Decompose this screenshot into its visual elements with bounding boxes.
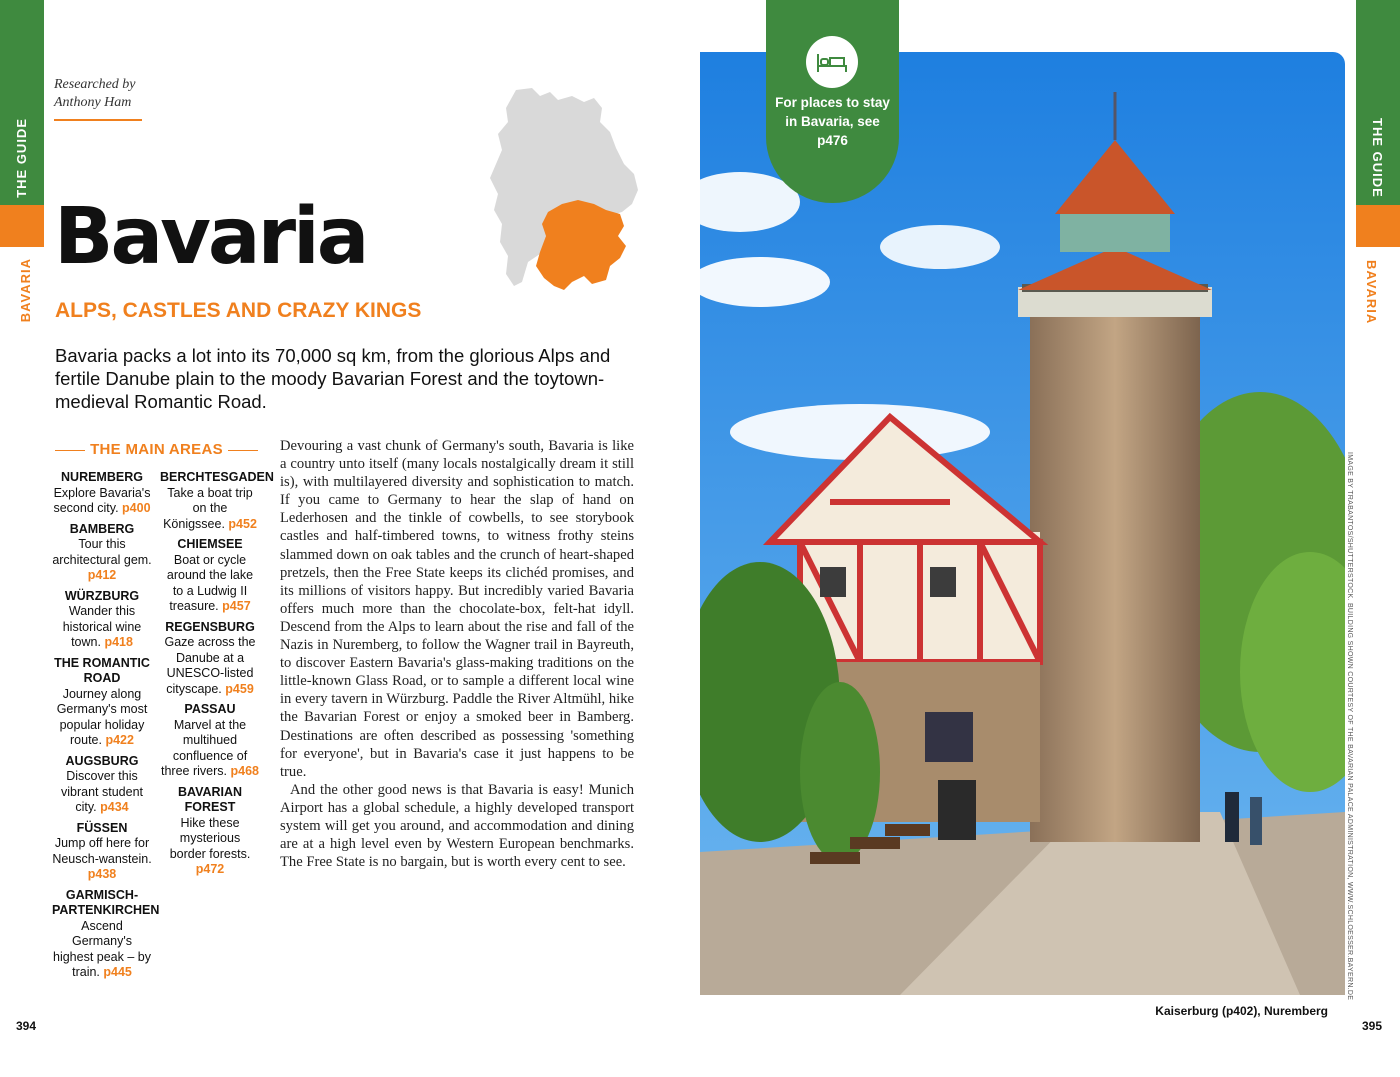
area-page-link[interactable]: p457: [222, 599, 251, 613]
area-desc: Journey along Germany's most popular holiday route.: [56, 686, 148, 747]
area-name: BAVARIAN FOREST: [177, 784, 243, 814]
area-desc: Ascend Germany's highest peak – by train.: [53, 918, 151, 979]
area-name: GARMISCH-PARTENKIRCHEN: [52, 887, 160, 917]
page-number-right: 395: [1362, 1019, 1383, 1033]
area-desc: Hike these mysterious border forests.: [169, 815, 251, 861]
area-page-link[interactable]: p468: [230, 764, 259, 778]
stay-callout-text: [766, 93, 899, 150]
area-page-link[interactable]: p452: [228, 516, 257, 531]
area-desc: Take a boat trip on the Königssee.: [163, 485, 253, 531]
photo-caption: Kaiserburg (p402), Nuremberg: [1155, 1004, 1328, 1018]
main-areas-column-2: [160, 470, 274, 883]
guide-tab-left: [0, 0, 44, 205]
area-nuremberg: [52, 470, 152, 517]
area-desc: Boat or cycle around the lake to a Ludwig II treasure.: [166, 552, 254, 613]
area-name: REGENSBURG: [165, 619, 255, 634]
heading-rule-right: [228, 450, 258, 451]
bavaria-shape: [536, 200, 626, 290]
area-page-link[interactable]: p445: [103, 965, 132, 979]
area-name: AUGSBURG: [65, 753, 139, 768]
kaiserburg-photo: [700, 52, 1345, 995]
main-areas-column-1: [52, 470, 160, 986]
area-bamberg: [52, 522, 152, 584]
region-tab-label-right: BAVARIA: [1364, 260, 1379, 325]
photo-credit: IMAGE BY TRABANTOS/SHUTTERSTOCK. BUILDING SHOWN COURTESY OF THE BAVARIAN PALACE ADMINISTRATION, WWW.SCHLOESSER.BAYERN.DE: [1346, 452, 1353, 1001]
area-bavarian-forest: [160, 785, 260, 878]
area-name: BAMBERG: [69, 521, 135, 536]
germany-locator-map: [488, 86, 638, 292]
area-page-link[interactable]: p400: [122, 501, 151, 515]
area-name: FÜSSEN: [76, 820, 128, 835]
author-name: Anthony Ham: [54, 95, 132, 110]
photo-illustration: [700, 52, 1345, 995]
region-tab-left-marker: [0, 205, 44, 247]
area-page-link[interactable]: p459: [225, 681, 254, 696]
area-page-link[interactable]: p438: [87, 867, 117, 881]
area-name: THE ROMANTIC ROAD: [54, 655, 150, 685]
researched-by: [54, 76, 136, 112]
area-desc: Marvel at the multihued confluence of three rivers.: [161, 717, 248, 778]
area-romantic-road: [52, 656, 152, 749]
guide-tab-label-right: THE GUIDE: [1370, 118, 1385, 198]
area-name: BERCHTESGADEN: [160, 470, 274, 484]
area-chiemsee: [160, 537, 260, 615]
area-desc: Wander this historical wine town.: [62, 604, 142, 649]
area-page-link[interactable]: p434: [100, 800, 129, 814]
area-page-link[interactable]: p412: [87, 568, 117, 582]
area-page-link[interactable]: p422: [105, 733, 134, 747]
area-name: WÜRZBURG: [64, 588, 140, 603]
researched-underline: [54, 119, 142, 121]
stay-callout[interactable]: [766, 0, 899, 203]
area-desc: Explore Bavaria's second city.: [53, 485, 151, 515]
body-paragraph-1: Devouring a vast chunk of Germany's south, Bavaria is like a country unto itself (many locals nostalgically dream it still is), with multilayered diversity and sophistication to match. If you came to Germany to hear the slap of hand on Lederhosen and the tinkle of cowbells, to see storybook castles and half-timbered towns, to witness frothy steins slammed down on oak tables and the crunch of heart-shaped pretzels, then the Free State keeps its clichéd promises, and its millions of visitors happy. But incredibly varied Bavaria offers much more than the chocolate-box, felt-hat idyll. Descend from the Alps to learn about the rise and fall of the Nazis in Nuremberg, to follow the Wagner trail in Bayreuth, to discover Eastern Bavaria's glass-making traditions on the little-known Glass Road, or to sample a different local wine in every tavern in Würzburg. Paddle the River Altmühl, hike the Bavarian Forest or enjoy a smoked beer in Bamberg. Destinations are often described as possessing 'something for everyone', but in Bavaria's case it just happens to be true.: [280, 438, 634, 780]
area-augsburg: [52, 754, 152, 816]
area-desc: Discover this vibrant student city.: [61, 769, 143, 814]
guide-tab-right: [1356, 0, 1400, 205]
body-text: [280, 437, 634, 871]
bed-icon: [806, 36, 858, 88]
area-wurzburg: [52, 589, 152, 651]
area-page-link[interactable]: p418: [104, 635, 133, 649]
area-regensburg: [160, 620, 260, 698]
area-fussen: [52, 821, 152, 883]
page-number-left: 394: [16, 1019, 37, 1033]
main-areas-heading: [55, 441, 258, 461]
intro-text: Bavaria packs a lot into its 70,000 sq km, from the glorious Alps and fertile Danube plain to the moody Bavarian Forest and the toytown-medieval Romantic Road.: [55, 345, 611, 412]
stay-line-2: in Bavaria, see: [785, 114, 880, 129]
stay-line-1: For places to stay: [775, 95, 890, 110]
stay-page-link[interactable]: p476: [817, 133, 848, 148]
region-tab-label-left: BAVARIA: [18, 258, 33, 323]
area-name: CHIEMSEE: [177, 537, 243, 551]
area-page-link[interactable]: p472: [195, 862, 225, 876]
area-name: NUREMBERG: [61, 470, 143, 484]
area-desc: Tour this architectural gem.: [52, 537, 152, 567]
body-paragraph-2: And the other good news is that Bavaria is easy! Munich Airport has a global schedule, a highly developed transport system will get you around, and accommodation and dining are at a high level even by Western European benchmarks. The Free State is no bargain, but is worth every cent to see.: [280, 781, 634, 871]
researched-by-label: Researched by: [54, 77, 136, 92]
area-passau: [160, 702, 260, 780]
region-tab-right-marker: [1356, 205, 1400, 247]
area-desc: Gaze across the Danube at a UNESCO-listed cityscape.: [164, 635, 256, 696]
page-title: Bavaria: [54, 192, 367, 282]
area-berchtesgaden: [160, 470, 274, 532]
area-desc: Jump off here for Neusch-wanstein.: [52, 836, 152, 866]
area-garmisch: [52, 887, 160, 981]
area-name: PASSAU: [184, 702, 236, 716]
guide-tab-label: THE GUIDE: [14, 118, 29, 198]
main-areas-label: THE MAIN AREAS: [90, 441, 223, 458]
page-subtitle: ALPS, CASTLES AND CRAZY KINGS: [55, 299, 422, 322]
